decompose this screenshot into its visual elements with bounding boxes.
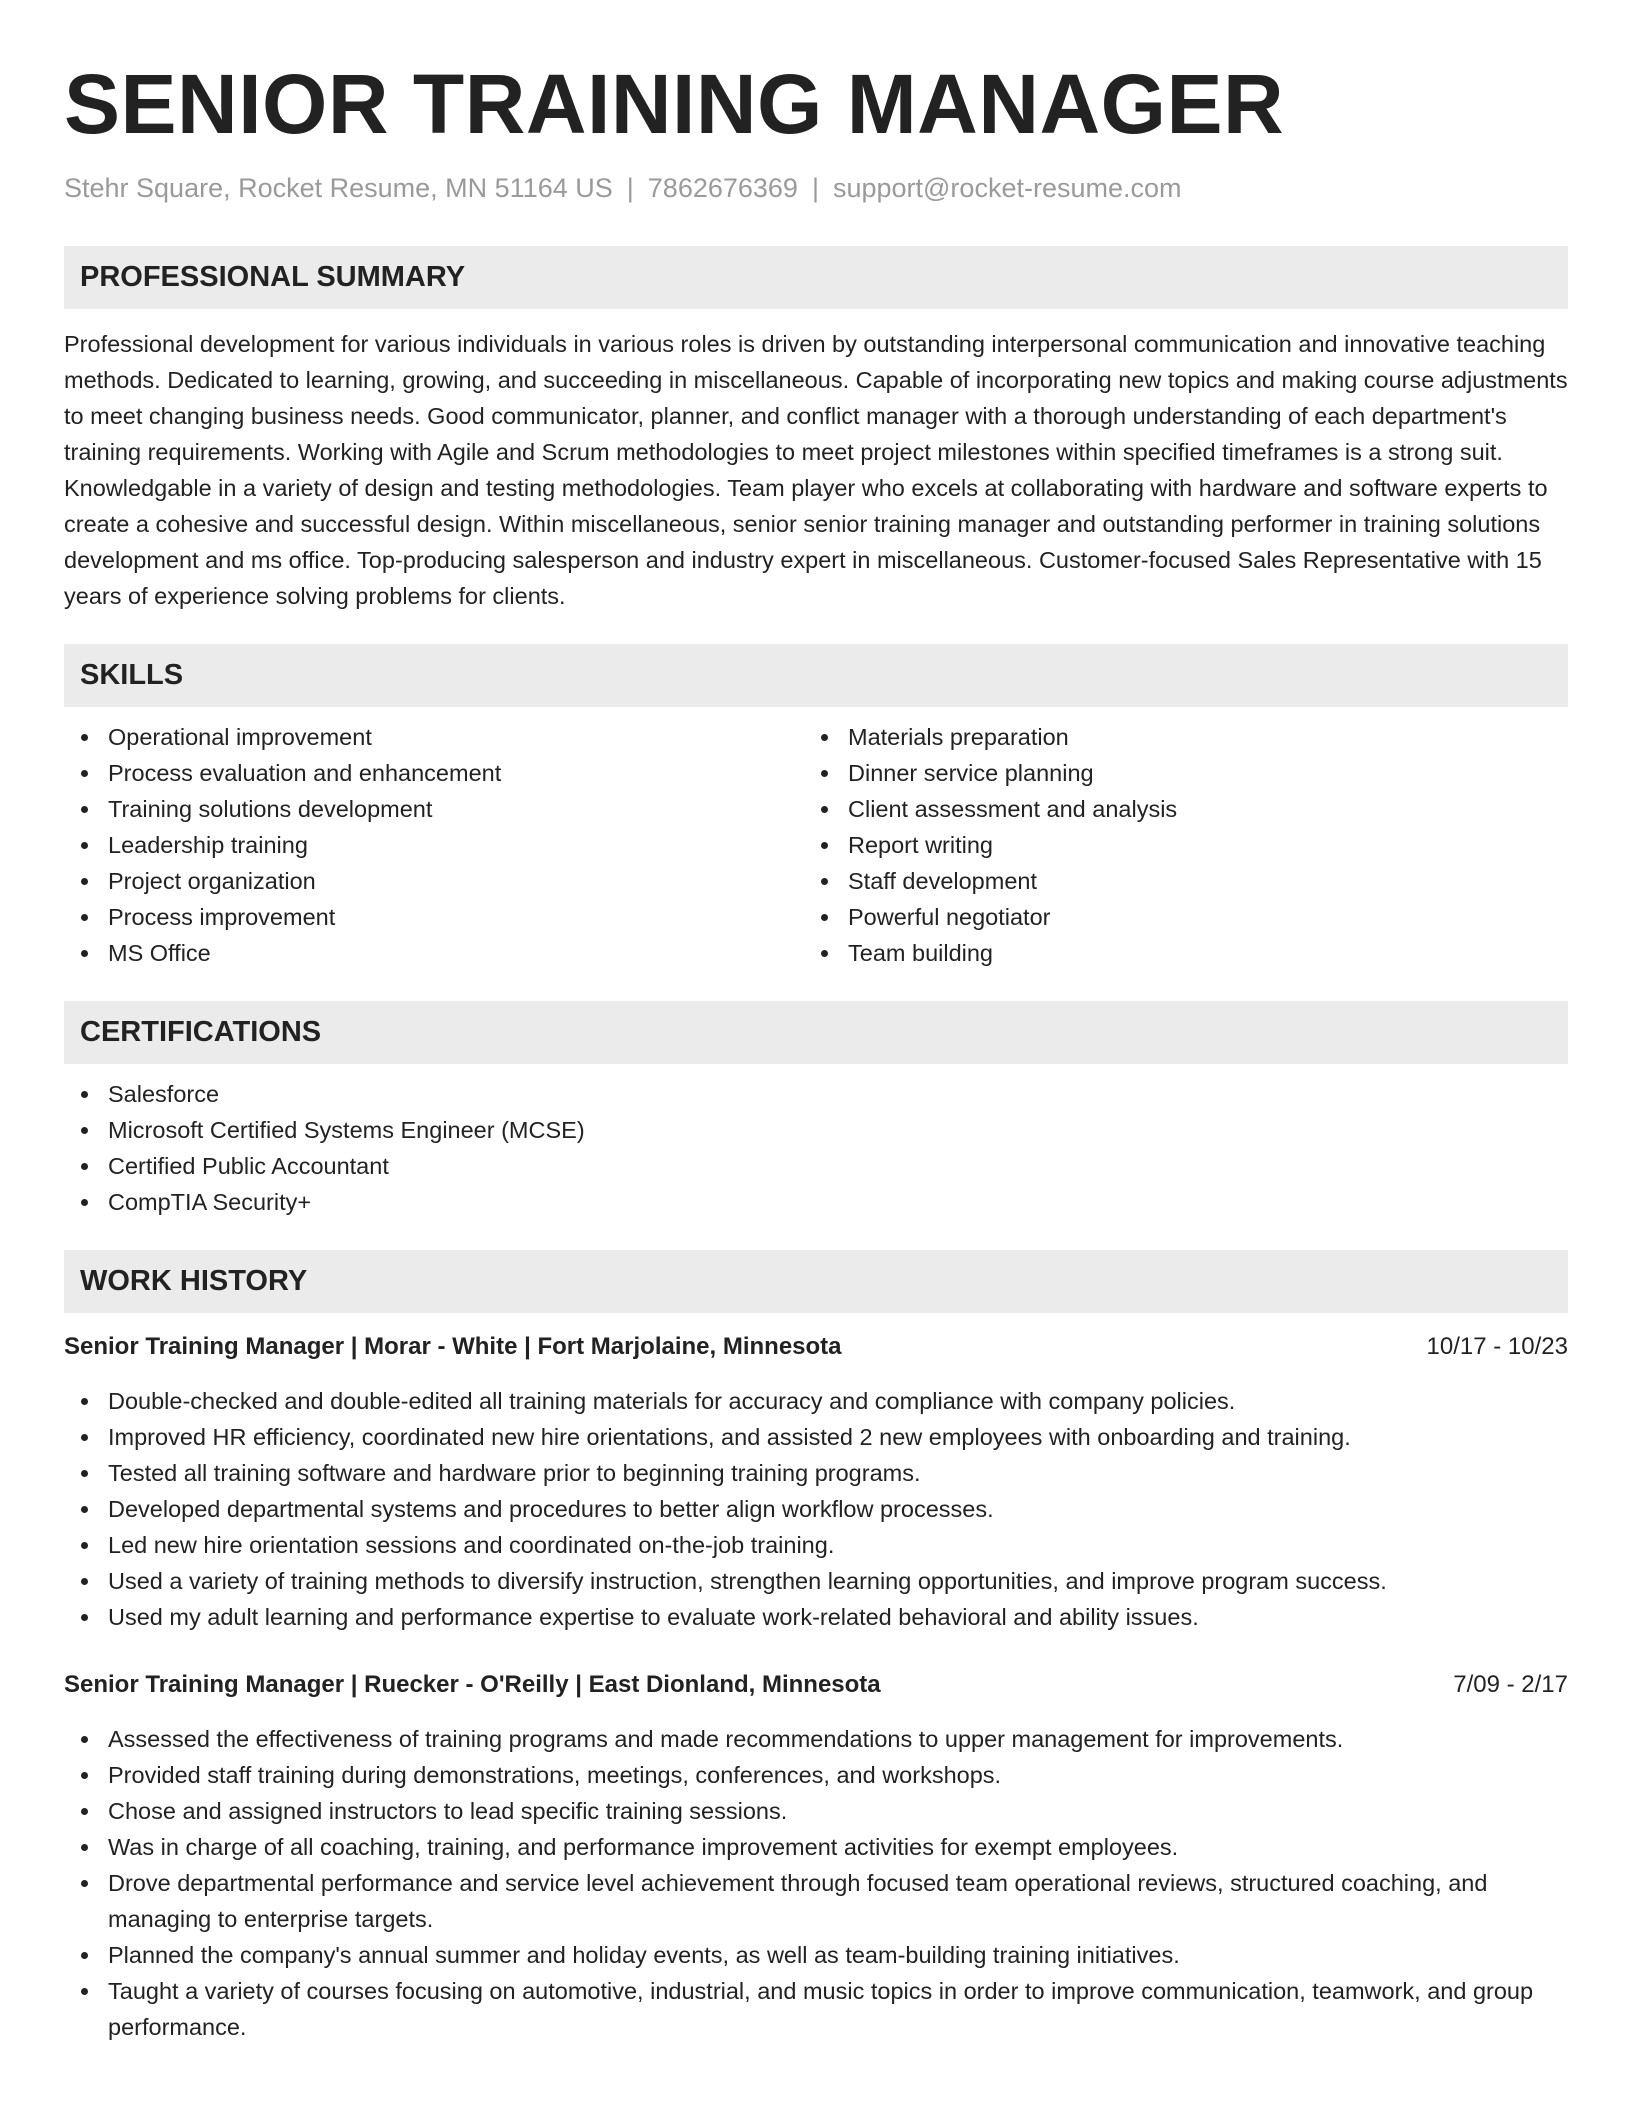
work-history-heading: WORK HISTORY [64,1250,1568,1313]
certification-item: Microsoft Certified Systems Engineer (MCSE) [64,1112,1568,1148]
skill-item: Leadership training [64,827,804,863]
job-entry [64,1329,1568,1635]
skill-item: Project organization [64,863,804,899]
job-bullet: Led new hire orientation sessions and coordinated on-the-job training. [64,1527,1568,1563]
job-bullet: Used a variety of training methods to diversify instruction, strengthen learning opportunities, and improve program success. [64,1563,1568,1599]
skill-item: MS Office [64,935,804,971]
skill-item: Team building [804,935,1544,971]
job-bullet: Developed departmental systems and procedures to better align workflow processes. [64,1491,1568,1527]
job-bullet: Tested all training software and hardware prior to beginning training programs. [64,1455,1568,1491]
job-bullet: Drove departmental performance and service level achievement through focused team operational reviews, structured coaching, and managing to enterprise targets. [64,1865,1568,1937]
job-bullet: Was in charge of all coaching, training, and performance improvement activities for exempt employees. [64,1829,1568,1865]
skills-heading: SKILLS [64,644,1568,707]
job-header [64,1329,1568,1365]
job-header [64,1667,1568,1703]
contact-line [64,170,1568,206]
contact-separator: | [811,173,819,203]
certification-item: CompTIA Security+ [64,1184,1568,1220]
job-dates: 10/17 - 10/23 [1426,1333,1568,1360]
job-bullets [64,1721,1568,2045]
contact-address: Stehr Square, Rocket Resume, MN 51164 US [64,173,613,203]
job-dates: 7/09 - 2/17 [1453,1671,1568,1698]
skill-item: Client assessment and analysis [804,791,1544,827]
skill-item: Process evaluation and enhancement [64,755,804,791]
skill-item: Report writing [804,827,1544,863]
skill-item: Staff development [804,863,1544,899]
job-bullet: Used my adult learning and performance expertise to evaluate work-related behavioral and ability issues. [64,1599,1568,1635]
job-bullet: Assessed the effectiveness of training programs and made recommendations to upper management for improvements. [64,1721,1568,1757]
contact-email: support@rocket-resume.com [832,173,1182,203]
job-entry [64,1667,1568,2045]
summary-heading: PROFESSIONAL SUMMARY [64,246,1568,309]
job-title: Senior Training Manager | Morar - White | Fort Marjolaine, Minnesota [64,1333,842,1360]
skill-item: Powerful negotiator [804,899,1544,935]
job-bullet: Planned the company's annual summer and holiday events, as well as team-building training initiatives. [64,1937,1568,1973]
job-bullet: Chose and assigned instructors to lead specific training sessions. [64,1793,1568,1829]
skill-item: Training solutions development [64,791,804,827]
contact-phone: 7862676369 [647,173,798,203]
certifications-list [64,1076,1568,1220]
summary-text: Professional development for various individuals in various roles is driven by outstanding interpersonal communication and innovative teaching methods. Dedicated to learning, growing, and succeeding in miscellaneous. Capable of incorporating new topics and making course adjustments to meet changing business needs. Good communicator, planner, and conflict manager with a thorough understanding of each department's training requirements. Working with Agile and Scrum methodologies to meet project milestones within specified timeframes is a strong suit. Knowledgable in a variety of design and testing methodologies. Team player who excels at collaborating with hardware and software experts to create a cohesive and successful design. Within miscellaneous, senior senior training manager and outstanding performer in training solutions development and ms office. Top-producing salesperson and industry expert in miscellaneous. Customer-focused Sales Representative with 15 years of experience solving problems for clients. [64,331,1568,609]
certification-item: Certified Public Accountant [64,1148,1568,1184]
skills-right-column [804,719,1544,971]
skills-grid [64,719,1568,971]
skill-item: Dinner service planning [804,755,1544,791]
skills-left-column [64,719,804,971]
job-bullet: Improved HR efficiency, coordinated new hire orientations, and assisted 2 new employees with onboarding and training. [64,1419,1568,1455]
job-bullet: Provided staff training during demonstrations, meetings, conferences, and workshops. [64,1757,1568,1793]
job-bullet: Taught a variety of courses focusing on automotive, industrial, and music topics in order to improve communication, teamwork, and group performance. [64,1973,1568,2045]
skill-item: Operational improvement [64,719,804,755]
certification-item: Salesforce [64,1076,1568,1112]
candidate-name: SENIOR TRAINING MANAGER [64,57,1285,151]
certifications-heading: CERTIFICATIONS [64,1001,1568,1064]
skill-item: Process improvement [64,899,804,935]
contact-separator: | [626,173,634,203]
job-bullets [64,1383,1568,1635]
skill-item: Materials preparation [804,719,1544,755]
job-title: Senior Training Manager | Ruecker - O'Reilly | East Dionland, Minnesota [64,1671,881,1698]
job-bullet: Double-checked and double-edited all training materials for accuracy and compliance with company policies. [64,1383,1568,1419]
